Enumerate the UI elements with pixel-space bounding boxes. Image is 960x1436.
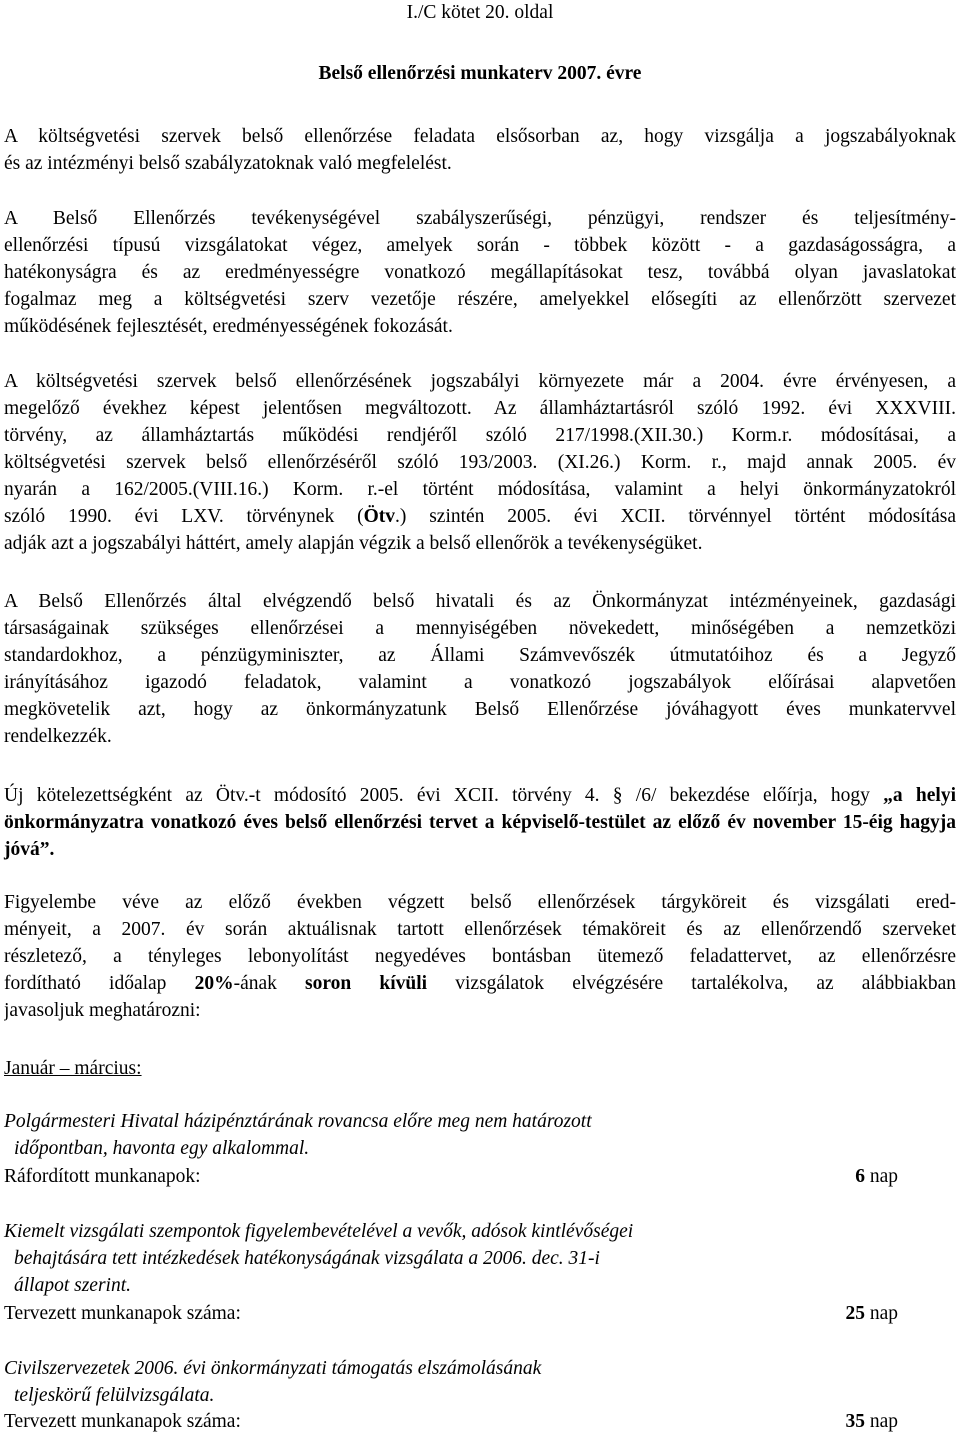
text-line: ményeit, a 2007. év során aktuálisnak tartott ellenőrzések témaköreit és az ellenőrzendő szerveket bbox=[4, 919, 956, 940]
workdays-row bbox=[4, 1408, 956, 1435]
text-line: megelőző évekhez képest jelentősen megváltozott. Az államháztartásról szóló 1992. évi XXXVIII. bbox=[4, 398, 956, 419]
text-line: Kiemelt vizsgálati szempontok figyelembevételével a vevők, adósok kintlévőségei bbox=[4, 1221, 634, 1242]
bold-quote: „a helyi önkormányzatra vonatkozó éves belső ellenőrzési tervet a képviselő-testület az előző év november 15-éig hagyja jóvá”. bbox=[4, 785, 956, 860]
paragraph-2 bbox=[4, 205, 956, 340]
text-line: hatékonyságra és az eredményességre vonatkozó megállapításokat tesz, továbbá olyan javaslatokat bbox=[4, 262, 956, 283]
text-line: A költségvetési szervek belső ellenőrzése feladata elsősorban az, hogy vizsgálja a jogszabályoknak bbox=[4, 126, 956, 147]
text-run: fordítható időalap bbox=[4, 973, 195, 994]
text-run: vizsgálatok elvégzésére tartalékolva, az alábbiakban bbox=[427, 973, 956, 994]
text-line: irányításához igazodó feladatok, valamint a vonatkozó jogszabályok előírásai alapvetően bbox=[4, 672, 956, 693]
text-run: szóló 1990. évi LXV. törvénynek ( bbox=[4, 506, 364, 527]
text-line: részletező, a tényleges lebonyolítást negyedéves bontásban ütemező feladattervet, az ellenőrzésre bbox=[4, 946, 956, 967]
text-line: állapot szerint. bbox=[14, 1275, 132, 1296]
text-line: Polgármesteri Hivatal házipénztárának rovancsa előre meg nem határozott bbox=[4, 1111, 592, 1132]
bold-abbreviation: Ötv bbox=[363, 506, 396, 527]
bold-phrase: soron kívüli bbox=[305, 973, 428, 994]
workdays-value bbox=[845, 1300, 898, 1327]
text-line: költségvetési szervek belső ellenőrzéséről szóló 193/2003. (XI.26.) Korm. r., majd annak 2005. év bbox=[4, 452, 956, 473]
workdays-number: 6 bbox=[855, 1166, 865, 1187]
text-line: és az intézményi belső szabályzatoknak való megfelelést. bbox=[4, 153, 452, 174]
page-reference: I./C kötet 20. oldal bbox=[406, 2, 554, 23]
workdays-label: Tervezett munkanapok száma: bbox=[4, 1411, 241, 1432]
text-line: A Belső Ellenőrzés által elvégzendő belső hivatali és az Önkormányzat intézményeinek, gazdasági bbox=[4, 591, 956, 612]
text-line: behajtására tett intézkedések hatékonyságának vizsgálata a 2006. dec. 31-i bbox=[14, 1248, 600, 1269]
workdays-unit: nap bbox=[869, 1411, 898, 1432]
section-heading: Január – március: bbox=[4, 1058, 142, 1079]
text-run: .) szintén 2005. évi XCII. törvénnyel történt módosítása bbox=[395, 506, 956, 527]
paragraph-4 bbox=[4, 588, 956, 750]
text-line: rendelkezzék. bbox=[4, 726, 112, 747]
document-title: Belső ellenőrzési munkaterv 2007. évre bbox=[318, 63, 642, 84]
paragraph-3 bbox=[4, 368, 956, 557]
text-line: társaságainak szükséges ellenőrzései a mennyiségében növekedett, minőségében a nemzetközi bbox=[4, 618, 956, 639]
text-line: ellenőrzési típusú vizsgálatokat végez, amelyek során - többek között - a gazdaságosságra, a bbox=[4, 235, 956, 256]
workdays-number: 35 bbox=[845, 1411, 865, 1432]
text-line: működésének fejlesztését, eredményességének fokozását. bbox=[4, 316, 453, 337]
text-line: Civilszervezetek 2006. évi önkormányzati támogatás elszámolásának bbox=[4, 1358, 542, 1379]
paragraph-6 bbox=[4, 889, 956, 1024]
bold-percent: 20% bbox=[194, 973, 234, 994]
workdays-value bbox=[845, 1408, 898, 1435]
text-line: fogalmaz meg a költségvetési szerv vezetője részére, amelyekkel elősegíti az ellenőrzött szervezet bbox=[4, 289, 956, 310]
task-description bbox=[4, 1108, 956, 1162]
workdays-label: Tervezett munkanapok száma: bbox=[4, 1303, 241, 1324]
workdays-value bbox=[855, 1163, 898, 1190]
text-line: időpontban, havonta egy alkalommal. bbox=[14, 1138, 310, 1159]
text-line: törvény, az államháztartás működési rendjéről szóló 217/1998.(XII.30.) Korm.r. módosításai, a bbox=[4, 425, 956, 446]
workdays-row bbox=[4, 1300, 956, 1327]
workdays-number: 25 bbox=[845, 1303, 865, 1324]
paragraph-5 bbox=[4, 782, 956, 863]
text-line bbox=[4, 970, 956, 997]
workdays-label: Ráfordított munkanapok: bbox=[4, 1166, 201, 1187]
text-line: Figyelembe véve az előző években végzett belső ellenőrzések tárgyköreit és vizsgálati ered- bbox=[4, 892, 956, 913]
text-line: adják azt a jogszabályi háttért, amely alapján végzik a belső ellenőrök a tevékenységüket. bbox=[4, 533, 703, 554]
text-run: Új kötelezettségként az Ötv.-t módosító 2005. évi XCII. törvény 4. § /6/ bekezdése előírja, hogy bbox=[4, 785, 870, 806]
text-line: teljeskörű felülvizsgálata. bbox=[14, 1385, 215, 1406]
task-description bbox=[4, 1218, 956, 1299]
paragraph-1 bbox=[4, 123, 956, 177]
text-line bbox=[4, 503, 956, 530]
workdays-unit: nap bbox=[869, 1303, 898, 1324]
text-line: standardokhoz, a pénzügyminiszter, az Állami Számvevőszék útmutatóihoz és a Jegyző bbox=[4, 645, 956, 666]
workdays-row bbox=[4, 1163, 956, 1190]
text-line: megkövetelik azt, hogy az önkormányzatunk Belső Ellenőrzése jóváhagyott éves munkatervvel bbox=[4, 699, 956, 720]
task-description bbox=[4, 1355, 956, 1409]
text-line: A költségvetési szervek belső ellenőrzésének jogszabályi környezete már a 2004. évre érvényesen, a bbox=[4, 371, 956, 392]
text-run: -ának bbox=[233, 973, 306, 994]
workdays-unit: nap bbox=[869, 1166, 898, 1187]
text-line: A Belső Ellenőrzés tevékenységével szabályszerűségi, pénzügyi, rendszer és teljesítmény- bbox=[4, 208, 956, 229]
text-line: javasoljuk meghatározni: bbox=[4, 1000, 201, 1021]
text-line: nyarán a 162/2005.(VIII.16.) Korm. r.-el történt módosítása, valamint a helyi önkormányzatokról bbox=[4, 479, 956, 500]
